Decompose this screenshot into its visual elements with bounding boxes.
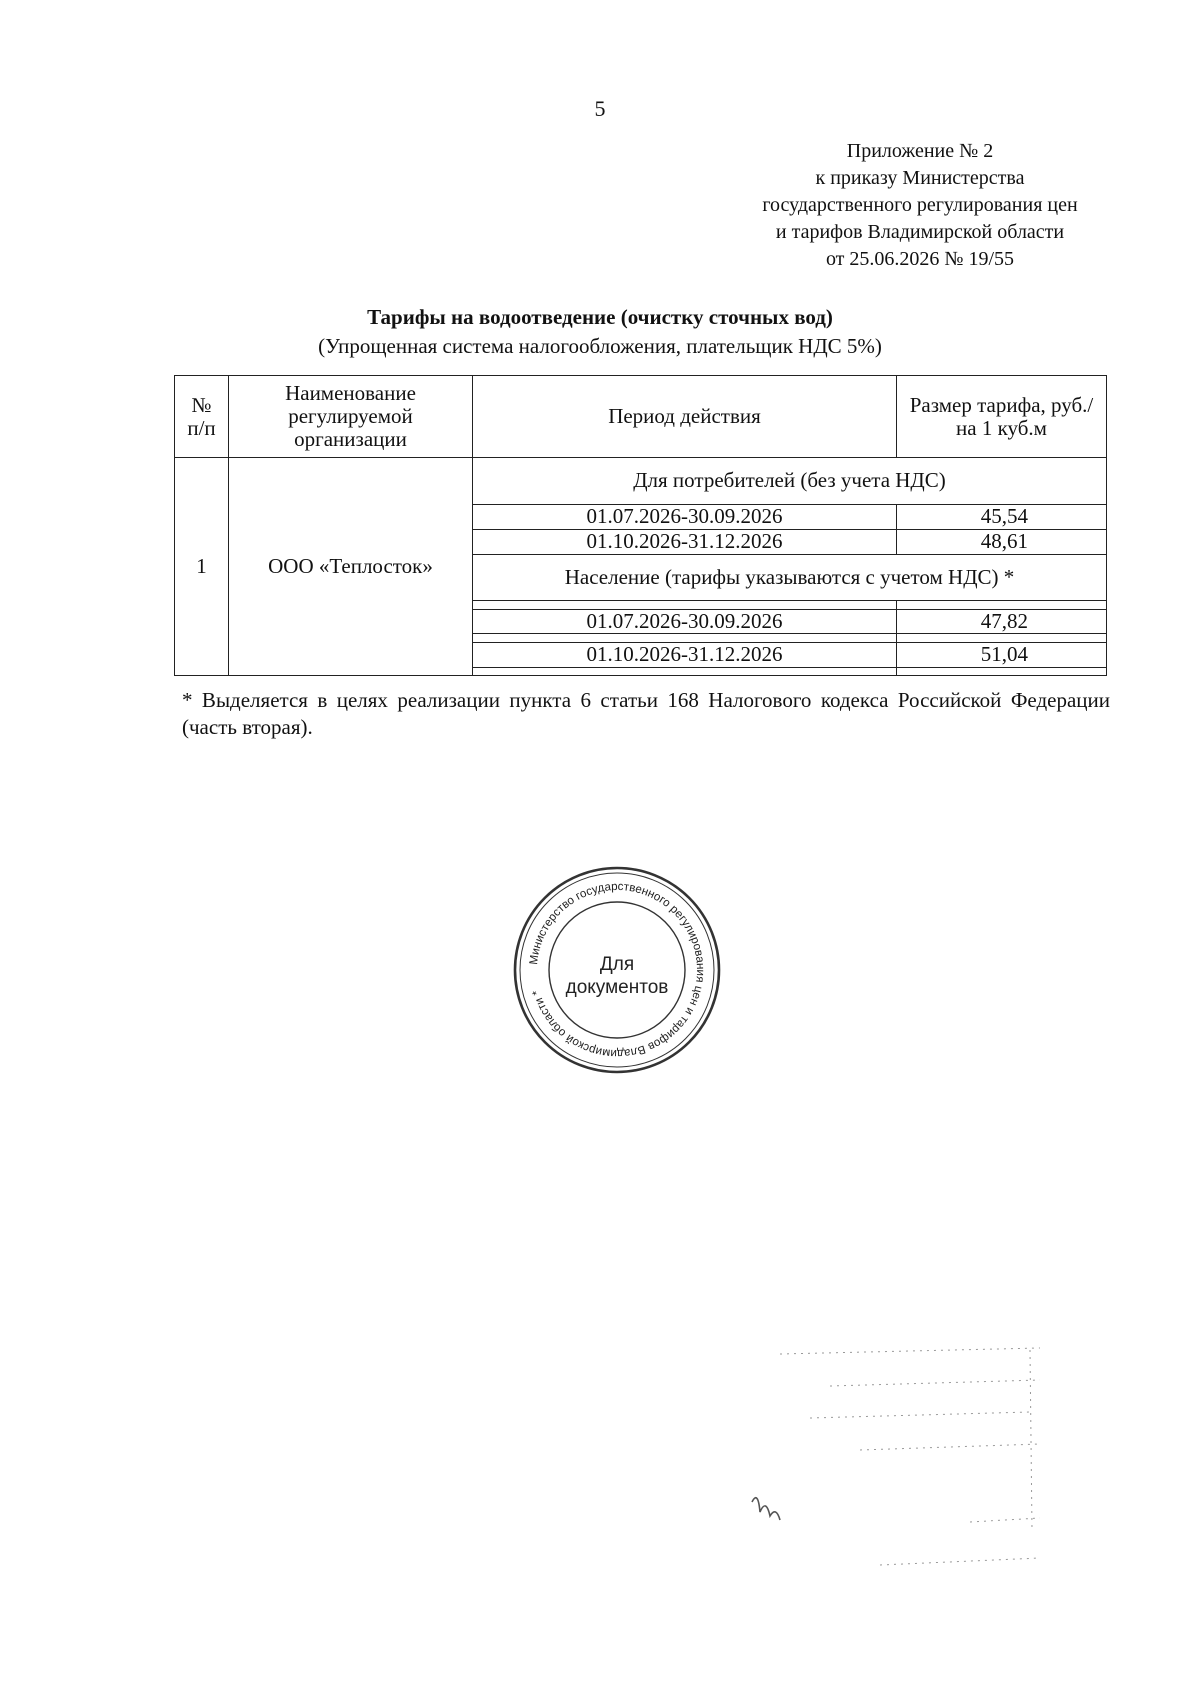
appendix-line: и тарифов Владимирской области [775,221,1065,243]
appendix-line: к приказу Министерства [815,167,1025,189]
header-organization: Наименование регулируемой организации [229,376,473,458]
faint-handwritten-marks [740,1340,1130,1630]
header-tariff: Размер тарифа, руб./на 1 куб.м [897,376,1107,458]
spacer-cell [897,601,1107,609]
spacer-cell [897,634,1107,642]
section-row [175,458,1107,505]
page-number: 5 [594,96,606,121]
tariff-cell: 45,54 [897,504,1107,529]
section-label: Для потребителей (без учета НДС) [473,458,1107,505]
appendix-line: государственного регулирования цен [762,194,1078,216]
spacer-cell [897,667,1107,675]
spacer-cell [473,601,897,609]
stamp-center-line: документов [565,977,669,998]
stamp-center-line: Для [599,954,635,975]
stamp-ring-textpath: Министерство государственного регулирования цен и тарифов Владимирской области * [527,879,708,1061]
table-header-row [175,376,1107,458]
organization-name: ООО «Теплосток» [229,458,473,676]
period-cell: 01.07.2026-30.09.2026 [473,504,897,529]
document-subtitle: (Упрощенная система налогообложения, плательщик НДС 5%) [318,334,882,358]
tariff-cell: 48,61 [897,529,1107,554]
appendix-line: Приложение № 2 [846,140,994,162]
document-title: Тарифы на водоотведение (очистку сточных вод) [367,305,833,329]
handwritten-initials [752,1498,780,1520]
faint-scribble-lines [780,1348,1040,1565]
tariff-cell: 51,04 [897,642,1107,667]
section-label: Население (тарифы указываются с учетом НДС) * [473,554,1107,601]
tariff-table [174,375,1107,676]
header-num: № п/п [175,376,229,458]
tariff-cell: 47,82 [897,609,1107,634]
appendix-header [700,138,1140,273]
period-cell: 01.10.2026-31.12.2026 [473,529,897,554]
footnote: * Выделяется в целях реализации пункта 6 статьи 168 Налогового кодекса Российской Федерации (часть вторая). [182,688,1110,739]
spacer-cell [473,667,897,675]
header-period: Период действия [473,376,897,458]
spacer-cell [473,634,897,642]
period-cell: 01.07.2026-30.09.2026 [473,609,897,634]
period-cell: 01.10.2026-31.12.2026 [473,642,897,667]
stamp-center-text [512,953,722,999]
appendix-line: от 25.06.2026 № 19/55 [825,248,1015,270]
row-number: 1 [175,458,229,676]
